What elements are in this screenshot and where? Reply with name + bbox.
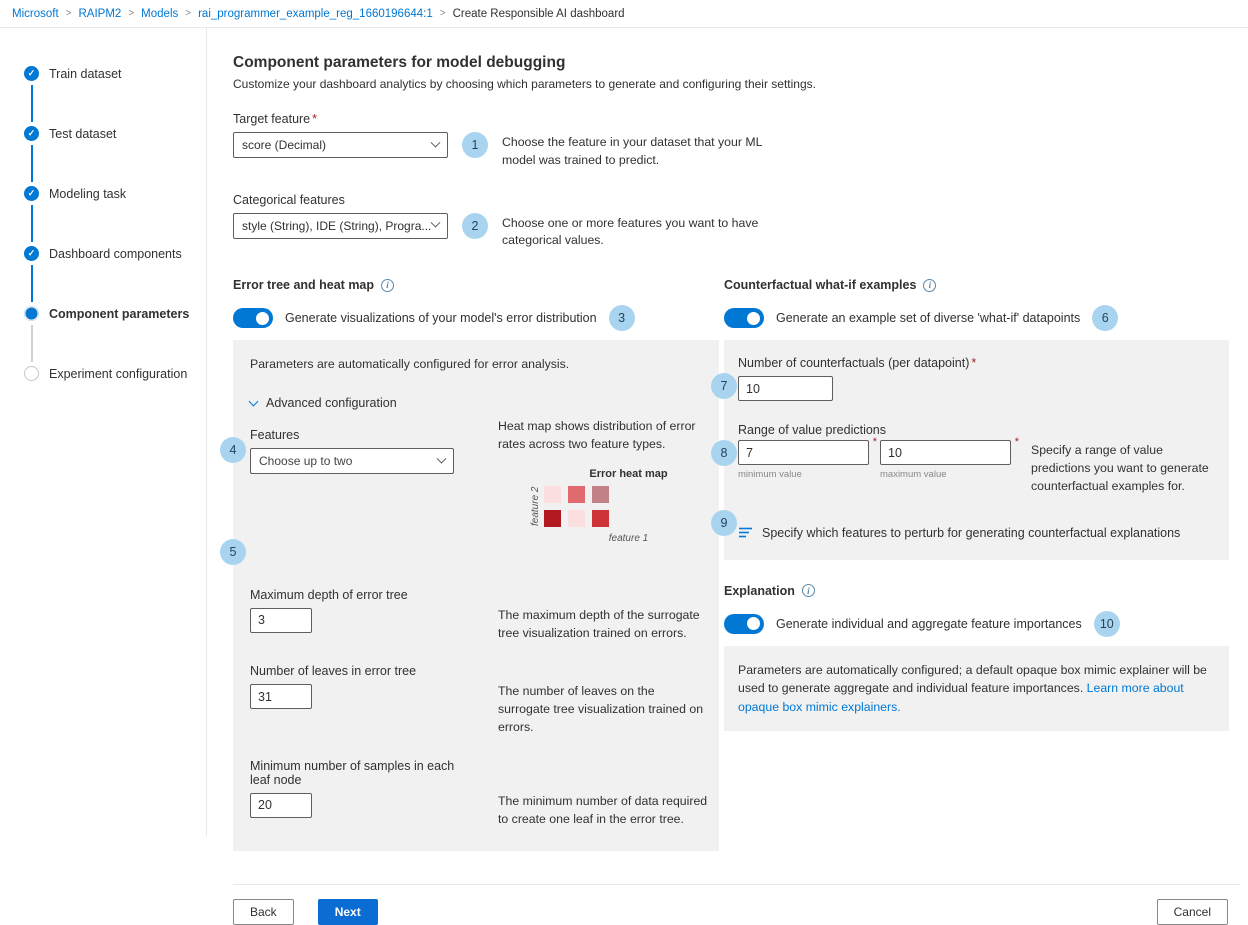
required-asterisk: * [312,112,318,126]
heatmap-x-label: feature 1 [608,532,649,544]
wizard-sidebar [0,28,207,836]
step-completed-icon: ✓ [24,186,39,201]
annotation-badge-5: 5 [220,539,246,565]
page-title: Component parameters for model debugging [233,54,566,71]
min-samples-input[interactable] [250,793,312,818]
target-feature-dropdown[interactable] [233,132,448,158]
categorical-features-dropdown[interactable] [233,213,448,239]
max-depth-help: The maximum depth of the surrogate tree visualization trained on errors. [498,607,700,640]
chevron-down-icon [431,137,441,147]
heatmap-cell [544,510,561,527]
info-icon[interactable]: i [381,279,394,292]
heatmap-cell [568,510,585,527]
range-label: Range of value predictions [738,423,887,438]
step-completed-icon: ✓ [24,126,39,141]
step-label: Component parameters [49,306,190,321]
counterfactual-toggle[interactable] [724,308,764,328]
annotation-badge-3: 3 [609,305,635,331]
filter-lines-icon [738,526,753,539]
back-button[interactable]: Back [233,899,294,925]
error-tree-panel [229,340,719,850]
info-icon[interactable]: i [802,584,815,597]
cancel-button[interactable]: Cancel [1157,899,1228,925]
step-connector [31,325,34,362]
step-connector [31,205,34,242]
step-upcoming-icon [24,366,39,381]
footer-divider [233,884,1240,885]
annotation-badge-8: 8 [711,440,737,466]
max-depth-input[interactable] [250,608,312,633]
max-depth-label: Maximum depth of error tree [250,587,408,602]
step-test-dataset[interactable] [24,126,206,141]
features-label: Features [250,428,300,443]
annotation-badge-2: 2 [462,213,488,239]
step-label: Dashboard components [49,246,182,261]
features-value: Choose up to two [259,454,353,469]
chevron-down-icon [249,397,259,407]
min-samples-label: Minimum number of samples in each leaf node [250,758,455,787]
target-feature-label: Target feature * [233,112,318,126]
required-asterisk: * [872,436,877,449]
breadcrumb-item-microsoft[interactable]: Microsoft [12,7,59,20]
step-label: Train dataset [49,66,122,81]
counterfactual-count-input[interactable] [738,376,833,401]
categorical-features-label: Categorical features [233,192,345,207]
info-icon[interactable]: i [923,279,936,292]
step-train-dataset[interactable] [24,66,206,81]
step-experiment-configuration[interactable] [24,366,206,381]
counterfactual-toggle-label: Generate an example set of diverse 'what-if' datapoints [776,311,1081,326]
error-heatmap-illustration [530,468,713,544]
num-leaves-help: The number of leaves on the surrogate tree visualization trained on errors. [498,684,704,735]
target-feature-help: Choose the feature in your dataset that your ML model was trained to predict. [502,135,762,167]
range-help: Specify a range of value predictions you want to generate counterfactual examples for. [1031,443,1209,493]
step-modeling-task[interactable] [24,186,206,201]
range-min-caption: minimum value [738,469,802,481]
heatmap-y-label: feature 2 [530,486,541,527]
chevron-down-icon [431,218,441,228]
explanation-panel [724,646,1229,731]
error-tree-toggle[interactable] [233,308,273,328]
heatmap-cell [592,510,609,527]
error-tree-section-title: Error tree and heat map i [233,278,719,292]
heatmap-cell [544,486,561,503]
range-min-input[interactable] [738,440,869,465]
breadcrumb-item-models[interactable]: Models [141,7,179,20]
num-leaves-label: Number of leaves in error tree [250,664,417,679]
features-dropdown[interactable] [250,448,454,474]
step-connector [31,85,34,122]
step-label: Modeling task [49,186,127,201]
breadcrumb-separator: > [65,8,72,19]
explanation-toggle[interactable] [724,614,764,634]
range-max-input[interactable] [880,440,1011,465]
step-component-parameters[interactable] [24,306,206,321]
annotation-badge-6: 6 [1092,305,1118,331]
next-button[interactable]: Next [318,899,378,925]
range-max-caption: maximum value [880,469,947,481]
breadcrumb-separator: > [128,8,135,19]
annotation-badge-1: 1 [462,132,488,158]
advanced-configuration-toggle[interactable]: Advanced configuration [250,396,702,410]
error-tree-panel-intro: Parameters are automatically configured for error analysis. [250,357,570,372]
counterfactual-section-title: Counterfactual what-if examples i [724,278,1229,292]
step-connector [31,145,34,182]
num-leaves-input[interactable] [250,684,312,709]
breadcrumb-separator: > [185,8,192,19]
counterfactual-count-label: Number of counterfactuals (per datapoint) * [738,356,977,371]
chevron-down-icon [437,453,447,463]
explanation-panel-text: Parameters are automatically configured; a default opaque box mimic explainer will be used to generate aggregate and individual feature importances. [738,662,1207,696]
target-feature-value: score (Decimal) [242,138,327,152]
error-tree-toggle-label: Generate visualizations of your model's error distribution [285,311,597,326]
categorical-features-help: Choose one or more features you want to have categorical values. [502,215,759,248]
breadcrumb-item-workspace[interactable]: RAIPM2 [78,7,122,20]
min-samples-help: The minimum number of data required to create one leaf in the error tree. [498,793,708,826]
required-asterisk: * [971,356,977,371]
heatmap-cell [568,486,585,503]
breadcrumb-separator: > [439,8,446,19]
breadcrumb-item-model[interactable]: rai_programmer_example_reg_1660196644:1 [198,7,433,20]
categorical-features-value: style (String), IDE (String), Progra... [242,218,432,233]
step-completed-icon: ✓ [24,66,39,81]
mimic-explainers-link[interactable]: Learn more about opaque box mimic explainers. [738,681,1184,714]
annotation-badge-10: 10 [1094,611,1120,637]
annotation-badge-4: 4 [220,437,246,463]
perturb-features-link[interactable] [738,526,1213,540]
heatmap-cell [592,486,609,503]
step-connector [31,265,34,302]
annotation-badge-9: 9 [711,510,737,536]
perturb-features-label: Specify which features to perturb for generating counterfactual explanations [762,525,1181,540]
step-completed-icon: ✓ [24,246,39,261]
step-label: Experiment configuration [49,366,188,381]
step-dashboard-components[interactable] [24,246,206,261]
annotation-badge-7: 7 [711,373,737,399]
heatmap-help: Heat map shows distribution of error rates across two feature types. [498,419,696,451]
breadcrumb [0,0,1248,28]
explanation-toggle-label: Generate individual and aggregate feature importances [776,616,1082,631]
required-asterisk: * [1014,436,1019,449]
counterfactual-panel [720,340,1229,559]
step-current-icon [24,306,39,321]
page-subtitle: Customize your dashboard analytics by choosing which parameters to generate and configuring their settings. [233,77,816,91]
heatmap-title: Error heat map [589,467,668,480]
explanation-section-title: Explanation i [724,584,1229,598]
step-label: Test dataset [49,126,117,141]
breadcrumb-item-current: Create Responsible AI dashboard [452,7,625,20]
